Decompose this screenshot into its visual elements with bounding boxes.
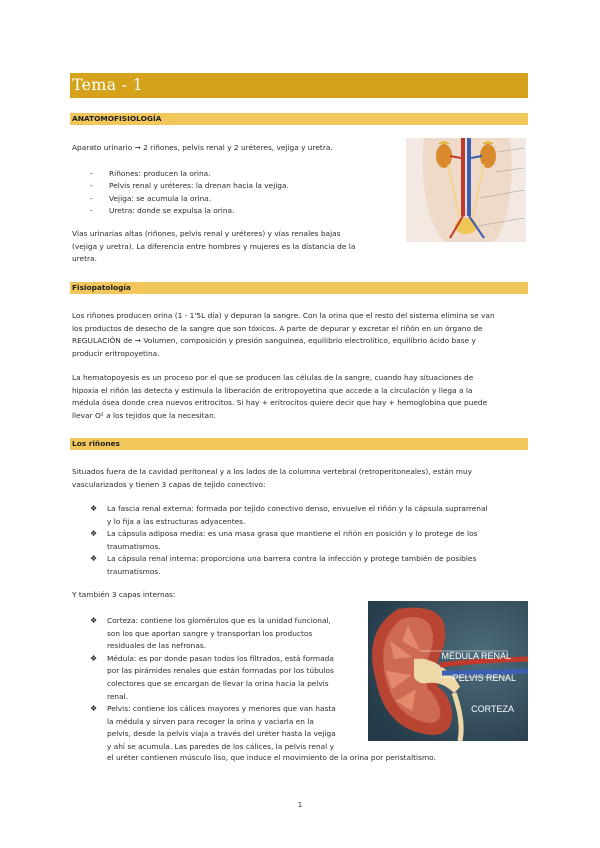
list-item: - Uretra: donde se expulsa la orina.	[90, 205, 289, 217]
urinary-system-illustration	[406, 138, 526, 242]
diamond-bullet-icon: ❖	[90, 653, 98, 663]
anatomo-vias: Vías urinarias altas (riñones, pelvis renal y uréteres) y vías renales bajas (vejiga y uretra). La diferencia entre hombres y mujeres es la distancia de la uretra.	[72, 229, 356, 264]
label-medula-renal: MÉDULA RENAL	[441, 651, 511, 661]
label-corteza: CORTEZA	[471, 704, 514, 714]
capas-internas-list	[90, 615, 336, 754]
list-item: - Pelvis renal y uréteres: la drenan hacia la vejiga.	[90, 180, 289, 192]
rinones-intro: Situados fuera de la cavidad peritoneal y a los lados de la columna vertebral (retroperitoneales), están muy vascularizados y tienen 3 capas de tejido conectivo:	[72, 467, 473, 489]
anatomo-intro: Aparato urinario ➞ 2 riñones, pelvis renal y 2 uréteres, vejiga y uretra.	[72, 143, 333, 152]
section-header-anatomofisiologia: ANATOMOFISIOLOGÍA	[70, 113, 528, 125]
label-pelvis-renal: PELVIS RENAL	[452, 673, 516, 683]
diamond-bullet-icon: ❖	[90, 529, 98, 539]
diamond-bullet-icon: ❖	[90, 704, 98, 714]
list-item: ❖ La cápsula renal interna: proporciona una barrera contra la infección y protege también de posibles traumatismos.	[90, 554, 477, 576]
diamond-bullet-icon: ❖	[90, 504, 98, 513]
section-header-los-rinones: Los riñones	[70, 438, 528, 450]
kidney-cross-section-image	[368, 601, 528, 741]
list-item: ❖ Pelvis: contiene los cálices mayores y menores que van hasta la médula y sirven para recoger la orina y vaciarla en la pelvis, desde la pelvis viaja a través del uréter hasta la vejiga y ahí se acumula. Las paredes de los cálices, la pelvis renal y	[90, 704, 336, 751]
diamond-bullet-icon: ❖	[90, 616, 98, 625]
section-header-fisiopatologia: Fisiopatología	[70, 282, 528, 294]
list-item: ❖ Corteza: contiene los glomérulos que es la unidad funcional, son los que aportan sangre y transportan los productos residuales de las nefronas.	[90, 616, 331, 651]
rinones-final-line: el uréter contienen músculo liso, que induce el movimiento de la orina por peristaltismo.	[107, 753, 436, 762]
page-title: Tema - 1	[72, 75, 143, 94]
list-item: ❖ Médula: es por donde pasan todos los filtrados, está formada por las pirámides renales que están formadas por los túbulos colectores que se encargan de llevar la orina hacia la pelvis renal.	[90, 653, 334, 701]
list-item: - Riñones: producen la orina.	[90, 168, 289, 180]
title-bar	[70, 73, 528, 98]
list-item: - Vejiga: se acumula la orina.	[90, 193, 289, 205]
anatomo-list	[90, 168, 289, 218]
page-number: 1	[297, 801, 303, 809]
fisio-paragraph-1: Los riñones producen orina (1 - 1'5L día) y depuran la sangre. Con la orina que el resto del sistema elimina se van los productos de desecho de la sangre que son tóxicos. A parte de depurar y excretar el riñón en un órgano de REGULACIÓN de ➞ Volumen, composición y presión sanguínea, equilibrio electrolítico, equilibrio ácido base y producir eritropoyetina.	[72, 311, 495, 358]
fisio-paragraph-2: La hematopoyesis es un proceso por el que se producen las células de la sangre, cuando hay situaciones de hipoxia el riñón las detecta y estimula la liberación de eritropoyetina que accede a la circulación y llega a la médula ósea donde crea nuevos eritrocitos. Si hay + eritrocitos quiere decir que hay + hemoglobina que puede llevar O² a los tejidos que la necesitan.	[72, 373, 488, 420]
list-item: ❖ La cápsula adiposa media: es una masa grasa que mantiene el riñón en posición y lo protege de los traumatismos.	[90, 529, 478, 551]
diamond-bullet-icon: ❖	[90, 554, 98, 564]
capas-externas-list	[90, 503, 488, 579]
capas-internas-heading: Y también 3 capas internas:	[72, 590, 176, 599]
list-item: ❖ La fascia renal externa: formada por tejido conectivo denso, envuelve el riñón y la cápsula suprarrenal y lo fija a las estructuras adyacentes.	[90, 504, 488, 526]
